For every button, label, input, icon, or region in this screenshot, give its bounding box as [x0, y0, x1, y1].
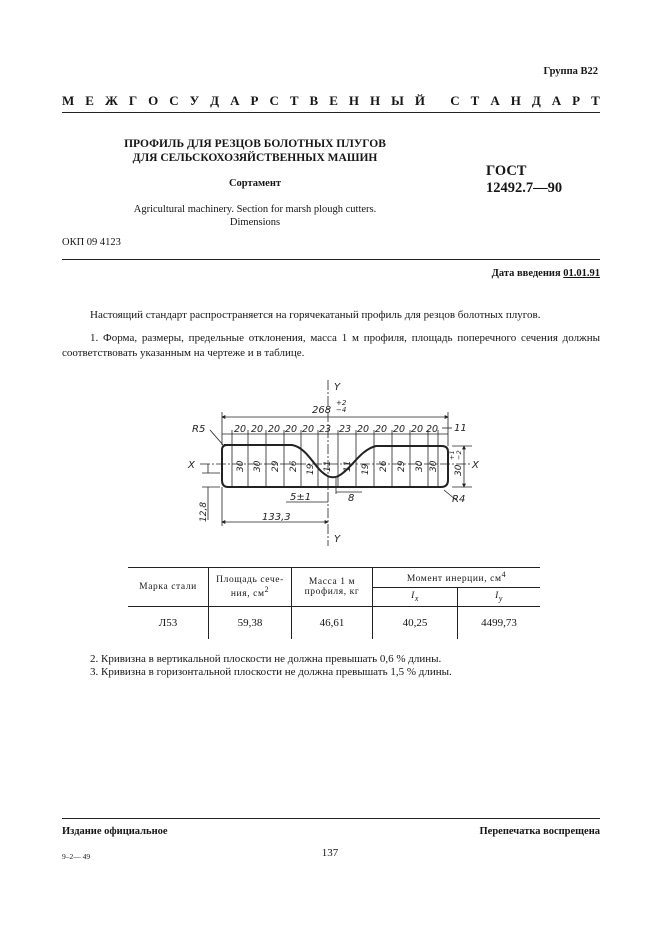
right-edge-label: 11 — [454, 423, 467, 434]
banner-letter: Е — [85, 93, 94, 108]
item-2-paragraph: 2. Кривизна в вертикальной плоскости не должна превышать 0,6 % длины. — [90, 653, 442, 665]
pitch-left-label: 20 — [302, 424, 315, 435]
profile-drawing — [180, 380, 480, 548]
height-left-label: 30 — [236, 460, 246, 472]
footer-reprint: Перепечатка воспрещена — [479, 826, 600, 837]
pitch-left-label: 23 — [319, 424, 332, 435]
pitch-left-label: 20 — [285, 424, 298, 435]
left-height-label: 12,8 — [199, 501, 209, 522]
english-title-line-2: Dimensions — [229, 217, 281, 228]
banner-letter: Ж — [104, 93, 118, 108]
height-right-label: 29 — [397, 460, 407, 472]
header-mass: Масса 1 м профиля, кг — [292, 568, 373, 607]
header-ix — [373, 587, 458, 607]
overall-tol-plus: +2 — [336, 399, 347, 407]
pitch-left-label: 20 — [251, 424, 264, 435]
banner-letter: Н — [510, 93, 521, 108]
header-moment-text: Момент инерции, см — [406, 574, 502, 585]
axis-x-right-label: X — [472, 460, 479, 471]
overall-width-label: 268 — [312, 405, 332, 416]
date-value: 01.01.91 — [563, 268, 600, 279]
banner-letter: Ы — [391, 93, 404, 108]
radius-left-label: R5 — [192, 424, 206, 435]
header-iy — [458, 587, 541, 607]
header-moment — [373, 568, 541, 588]
pitch-left-label: 20 — [234, 424, 247, 435]
axis-x-left-label: X — [188, 460, 195, 471]
header-area-sup: 2 — [264, 584, 270, 594]
document-title — [90, 137, 420, 165]
banner-letter: Н — [369, 93, 381, 108]
pitch-right-label: 23 — [339, 424, 352, 435]
banner-letter: С — [450, 93, 460, 108]
date-label: Дата введения — [491, 268, 561, 279]
gost-number: 12492.7—90 — [486, 180, 563, 196]
pitch-right-label: 20 — [411, 424, 424, 435]
banner-letter: Д — [210, 93, 220, 108]
axis-y-top-label: Y — [334, 382, 341, 393]
right-height-tol-minus: −2 — [455, 450, 463, 460]
banner-letter: Й — [414, 93, 425, 108]
header-rule — [62, 112, 600, 113]
table-row — [128, 607, 540, 639]
group-label: Группа В22 — [543, 66, 598, 77]
radius-right-label: R4 — [452, 494, 466, 505]
banner-letter: М — [62, 93, 75, 108]
banner-letter: Р — [572, 93, 581, 108]
height-left-label: 11 — [323, 460, 333, 472]
item-1-paragraph: 1. Форма, размеры, предельные отклонения, масса 1 м профиля, площадь поперечного сечения должны соответствовать указанным на чертеже и в таблице. — [62, 332, 600, 359]
banner-letter: Г — [128, 93, 138, 108]
banner-letter: Т — [470, 93, 480, 108]
banner-letter: С — [269, 93, 279, 108]
header-ix-letter: I — [411, 590, 415, 601]
height-right-label: 26 — [379, 460, 389, 472]
header-steel: Марка стали — [128, 568, 209, 607]
groove-bottom-label: 8 — [348, 493, 355, 504]
document-subtitle: Сортамент — [228, 178, 282, 189]
height-left-label: 29 — [271, 460, 281, 472]
overall-tol-minus: −4 — [336, 406, 347, 414]
banner-letter: Р — [250, 93, 259, 108]
okp-rule — [62, 259, 600, 260]
title-line-2: ДЛЯ СЕЛЬСКОХОЗЯЙСТВЕННЫХ МАШИН — [132, 152, 378, 164]
banner-letter: У — [189, 93, 200, 108]
height-right-label: 30 — [415, 460, 425, 472]
banner-letter: О — [148, 93, 159, 108]
cell-ix: 40,25 — [373, 607, 458, 639]
groove-width-label: 5±1 — [290, 492, 312, 503]
footer-code: 9–2— 49 — [62, 852, 91, 861]
cell-mass: 46,61 — [292, 607, 373, 639]
banner-letter — [436, 93, 439, 109]
footer-rule — [62, 818, 600, 819]
pitch-left-label: 20 — [268, 424, 281, 435]
header-area — [209, 568, 292, 607]
right-height-tol-plus: +1 — [448, 450, 456, 460]
banner-letter: А — [551, 93, 562, 108]
banner-letter: Н — [348, 93, 359, 108]
banner-letter: А — [230, 93, 240, 108]
okp-code: ОКП 09 4123 — [62, 237, 121, 248]
pitch-right-label: 20 — [393, 424, 406, 435]
banner-letter: Е — [329, 93, 338, 108]
cell-steel: Л53 — [158, 616, 178, 629]
banner-letter: Т — [591, 93, 600, 108]
axis-y-bottom-label: Y — [334, 534, 341, 545]
cell-area: 59,38 — [209, 607, 292, 639]
standard-banner — [62, 93, 600, 109]
header-moment-sup: 4 — [501, 570, 507, 580]
header-iy-letter: I — [495, 590, 499, 601]
header-iy-sub: y — [498, 593, 503, 603]
banner-letter: А — [490, 93, 500, 108]
height-left-label: 26 — [289, 460, 299, 472]
pitch-right-label: 20 — [426, 424, 439, 435]
height-right-label: 30 — [429, 460, 439, 472]
header-ix-sub: x — [414, 593, 419, 603]
right-height-label: 30 — [454, 464, 464, 476]
height-left-label: 19 — [306, 463, 316, 475]
item-3-paragraph: 3. Кривизна в горизонтальной плоскости не должна превышать 1,5 % длины. — [90, 666, 452, 678]
banner-letter: В — [309, 93, 319, 108]
title-line-1: ПРОФИЛЬ ДЛЯ РЕЗЦОВ БОЛОТНЫХ ПЛУГОВ — [124, 138, 386, 150]
intro-paragraph: Настоящий стандарт распространяется на горячекатаный профиль для резцов болотных плугов. — [90, 309, 541, 321]
introduction-date — [380, 268, 600, 279]
footer-edition: Издание официальное — [62, 826, 168, 837]
pitch-right-label: 20 — [357, 424, 370, 435]
banner-letter: С — [169, 93, 179, 108]
english-title — [90, 203, 420, 229]
english-title-line-1: Agricultural machinery. Section for marsh plough cutters. — [133, 204, 377, 215]
header-area-text: Площадь сече-ния, см — [216, 574, 284, 600]
sortament-table — [128, 567, 540, 639]
height-right-label: 19 — [361, 463, 371, 475]
banner-letter: Д — [531, 93, 541, 108]
height-left-label: 30 — [253, 460, 263, 472]
height-right-label: 11 — [343, 460, 353, 472]
half-width-label: 133,3 — [262, 512, 291, 523]
banner-letter: Т — [289, 93, 299, 108]
gost-label: ГОСТ — [486, 163, 527, 179]
page-number: 137 — [321, 847, 339, 859]
cell-iy: 4499,73 — [458, 607, 541, 639]
gost-designation — [486, 163, 586, 197]
pitch-right-label: 20 — [375, 424, 388, 435]
